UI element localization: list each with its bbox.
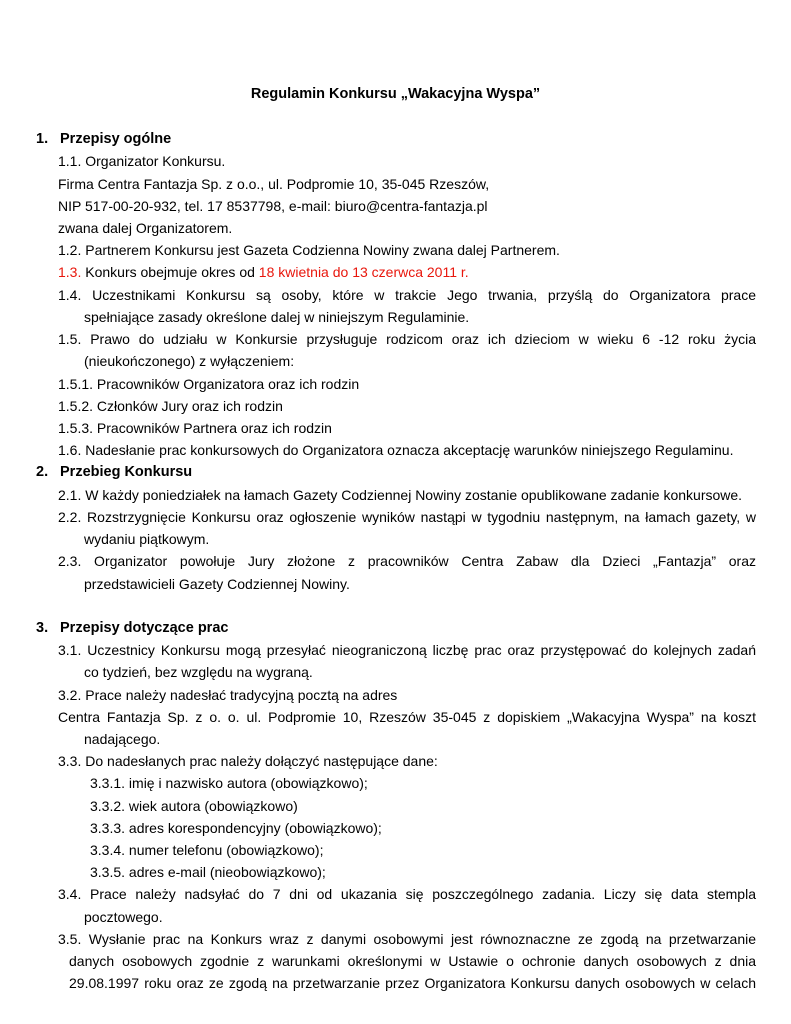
clause-1-2: 1.2. Partnerem Konkursu jest Gazeta Codzienna Nowiny zwana dalej Partnerem. <box>58 242 560 258</box>
organizer-address-line-1: Firma Centra Fantazja Sp. z o.o., ul. Podpromie 10, 35-045 Rzeszów, <box>58 176 490 192</box>
organizer-address-line-3: zwana dalej Organizatorem. <box>58 220 233 236</box>
clause-1-3 <box>58 264 469 281</box>
clause-1-1: 1.1. Organizator Konkursu. <box>58 153 226 169</box>
clause-1-5-1: 1.5.1. Pracowników Organizatora oraz ich rodzin <box>58 376 360 392</box>
clause-1-4-line-2: spełniające zasady określone dalej w niniejszym Regulaminie. <box>84 309 470 325</box>
clause-3-2-line-3: nadającego. <box>84 731 161 747</box>
clause-1-5-2: 1.5.2. Członków Jury oraz ich rodzin <box>58 398 283 414</box>
clause-3-3-5: 3.3.5. adres e-mail (nieobowiązkowo); <box>90 864 326 880</box>
clause-1-4-line-1: 1.4. Uczestnikami Konkursu są osoby, które w trakcie Jego trwania, przyślą do Organizatora prace <box>58 287 756 303</box>
clause-1-3-text: Konkurs obejmuje okres od <box>81 264 259 280</box>
clause-3-1-line-1: 3.1. Uczestnicy Konkursu mogą przesyłać nieograniczoną liczbę prac oraz przystępować do kolejnych zadań <box>58 642 756 658</box>
clause-2-1: 2.1. W każdy poniedziałek na łamach Gazety Codziennej Nowiny zostanie opublikowane zadanie konkursowe. <box>58 487 743 503</box>
document-title: Regulamin Konkursu „Wakacyjna Wyspa” <box>250 86 541 102</box>
organizer-address-line-2: NIP 517-00-20-932, tel. 17 8537798, e-mail: biuro@centra-fantazja.pl <box>58 198 488 214</box>
clause-1-5-line-1: 1.5. Prawo do udziału w Konkursie przysługuje rodzicom oraz ich dzieciom w wieku 6 -12 roku życia <box>58 331 756 347</box>
section-1-number: 1. <box>36 131 49 147</box>
clause-1-3-dates: 18 kwietnia do 13 czerwca 2011 r. <box>258 264 469 280</box>
clause-3-2-line-2: Centra Fantazja Sp. z o. o. ul. Podpromie 10, Rzeszów 35-045 z dopiskiem „Wakacyjna Wyspa” na koszt <box>58 709 756 725</box>
clause-3-5-line-3: 29.08.1997 roku oraz ze zgodą na przetwarzanie przez Organizatora Konkursu danych osobowych w celach <box>69 975 756 991</box>
clause-3-3-1: 3.3.1. imię i nazwisko autora (obowiązkowo); <box>90 775 368 791</box>
clause-1-5-3: 1.5.3. Pracowników Partnera oraz ich rodzin <box>58 420 332 436</box>
section-1-heading <box>36 131 171 148</box>
clause-3-3-2: 3.3.2. wiek autora (obowiązkowo) <box>90 798 298 814</box>
clause-3-5-line-2: danych osobowych zgodnie z warunkami określonymi w Ustawie o ochronie danych osobowych z dnia <box>69 953 756 969</box>
section-2-heading <box>36 464 192 481</box>
clause-2-2-line-1: 2.2. Rozstrzygnięcie Konkursu oraz ogłoszenie wyników nastąpi w tygodniu następnym, na łamach gazety, w <box>58 509 756 525</box>
clause-1-5-line-2: (nieukończonego) z wyłączeniem: <box>84 353 295 369</box>
section-3-heading <box>36 620 228 637</box>
clause-3-1-line-2: co tydzień, bez względu na wygraną. <box>84 664 313 680</box>
section-1-title: Przepisy ogólne <box>60 131 172 147</box>
clause-3-4-line-2: pocztowego. <box>84 909 163 925</box>
section-2-title: Przebieg Konkursu <box>60 464 193 480</box>
clause-3-4-line-1: 3.4. Prace należy nadsyłać do 7 dni od ukazania się poszczególnego zadania. Liczy się data stempla <box>58 886 756 902</box>
clause-3-3: 3.3. Do nadesłanych prac należy dołączyć następujące dane: <box>58 753 438 769</box>
clause-3-5-line-1: 3.5. Wysłanie prac na Konkurs wraz z danymi osobowymi jest równoznaczne ze zgodą na przetwarzanie <box>58 931 756 947</box>
clause-2-3-line-2: przedstawicieli Gazety Codziennej Nowiny. <box>84 576 350 592</box>
clause-2-2-line-2: wydaniu piątkowym. <box>84 531 210 547</box>
clause-3-3-4: 3.3.4. numer telefonu (obowiązkowo); <box>90 842 324 858</box>
clause-3-3-3: 3.3.3. adres korespondencyjny (obowiązkowo); <box>90 820 382 836</box>
clause-2-3-line-1: 2.3. Organizator powołuje Jury złożone z pracowników Centra Zabaw dla Dzieci „Fantazja” oraz <box>58 553 756 569</box>
clause-1-6: 1.6. Nadesłanie prac konkursowych do Organizatora oznacza akceptację warunków niniejszego Regulaminu. <box>58 442 734 458</box>
section-3-number: 3. <box>36 620 49 636</box>
clause-1-3-number: 1.3. <box>58 264 82 280</box>
section-3-title: Przepisy dotyczące prac <box>60 620 229 636</box>
section-2-number: 2. <box>36 464 49 480</box>
clause-3-2-line-1: 3.2. Prace należy nadesłać tradycyjną pocztą na adres <box>58 687 398 703</box>
